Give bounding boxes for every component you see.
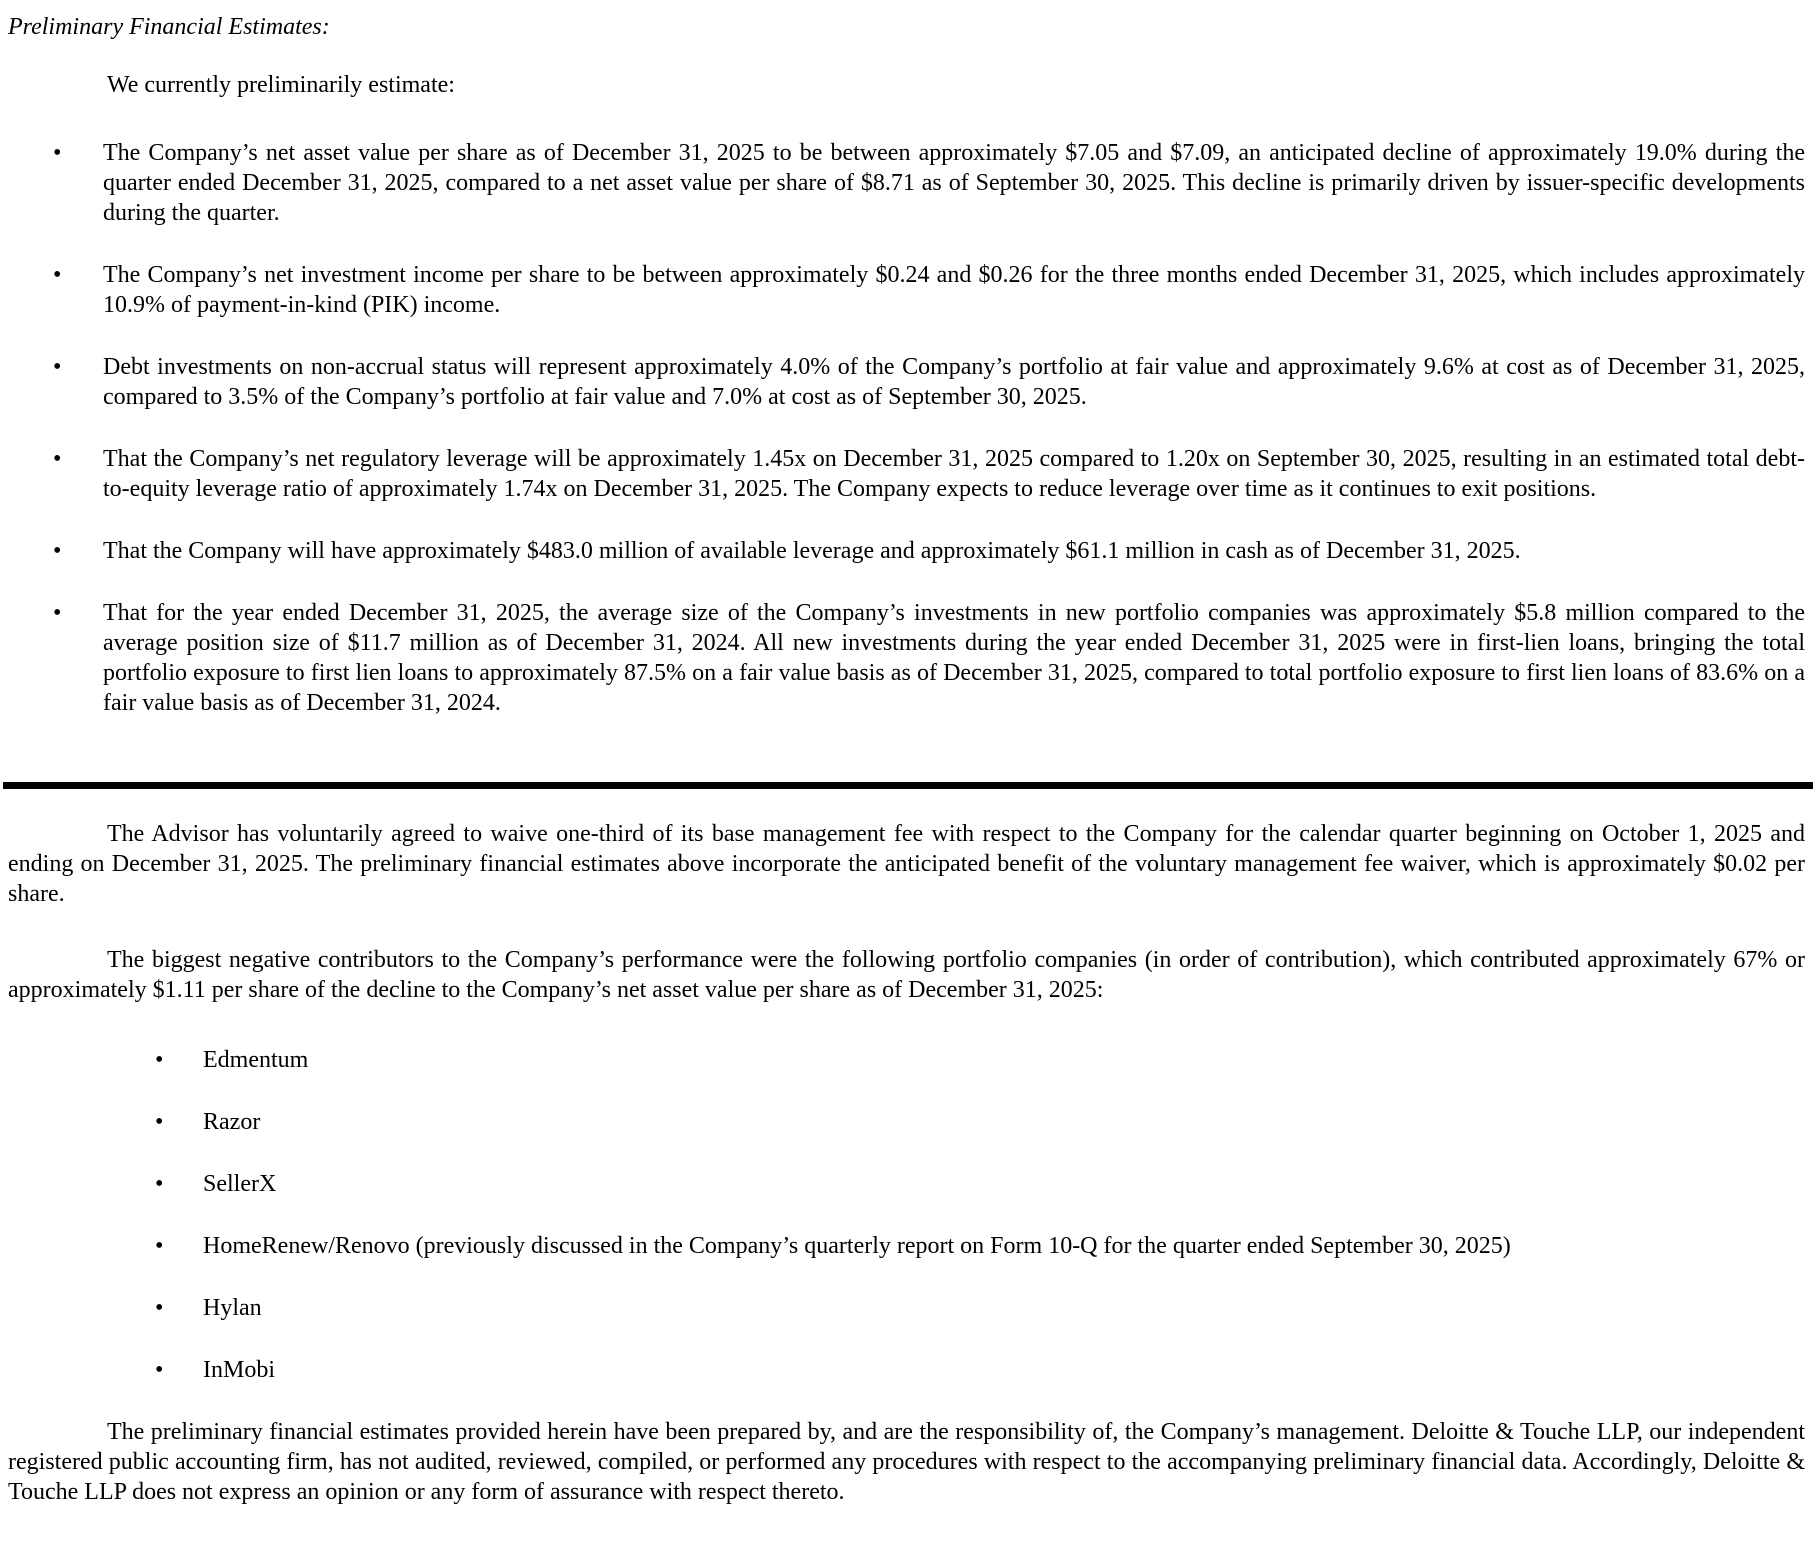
disclaimer-paragraph: The preliminary financial estimates provided herein have been prepared by, and are the responsibility of, the Company’s management. Deloitte & Touche LLP, our independent registered public accounting firm, has not audited, reviewed, compiled, or performed any procedures with respect to the accompanying preliminary financial data. Accordingly, Deloitte & Touche LLP does not express an opinion or any form of assurance with respect thereto. xyxy=(8,1419,1805,1505)
list-item-text: That the Company will have approximately $483.0 million of available leverage and approximately $61.1 million in cash as of December 31, 2025. xyxy=(103,538,1521,564)
list-item xyxy=(8,260,1805,320)
company-name: Edmentum xyxy=(203,1047,309,1073)
bullet-icon: • xyxy=(53,600,62,626)
list-item xyxy=(8,1045,1805,1075)
bullet-icon: • xyxy=(155,1233,164,1259)
company-name: Razor xyxy=(203,1109,261,1135)
list-item xyxy=(8,1169,1805,1199)
list-item xyxy=(8,444,1805,504)
list-item xyxy=(8,598,1805,718)
bullet-icon: • xyxy=(155,1357,164,1383)
company-name: SellerX xyxy=(203,1171,277,1197)
company-name: InMobi xyxy=(203,1357,275,1383)
list-item xyxy=(8,138,1805,228)
bullet-icon: • xyxy=(155,1171,164,1197)
list-item xyxy=(8,1231,1805,1261)
bullet-icon: • xyxy=(155,1295,164,1321)
company-name: Hylan xyxy=(203,1295,262,1321)
section-divider xyxy=(3,782,1813,789)
list-item-text: The Company’s net asset value per share as of December 31, 2025 to be between approximately $7.05 and $7.09, an anticipated decline of approximately 19.0% during the quarter ended December 31, 2025, compared to a net asset value per share of $8.71 as of September 30, 2025. This decline is primarily driven by issuer-specific developments during the quarter. xyxy=(103,140,1805,226)
list-item xyxy=(8,1293,1805,1323)
portfolio-companies-list xyxy=(8,1045,1805,1385)
bullet-icon: • xyxy=(53,140,62,166)
list-item xyxy=(8,1107,1805,1137)
list-item xyxy=(8,1355,1805,1385)
bullet-icon: • xyxy=(53,354,62,380)
section-heading: Preliminary Financial Estimates: xyxy=(8,14,330,40)
estimates-list xyxy=(8,138,1805,718)
list-item xyxy=(8,352,1805,412)
list-item-text: That the Company’s net regulatory leverage will be approximately 1.45x on December 31, 2025 compared to 1.20x on September 30, 2025, resulting in an estimated total debt-to-equity leverage ratio of approximately 1.74x on December 31, 2025. The Company expects to reduce leverage over time as it continues to exit positions. xyxy=(103,446,1805,502)
intro-paragraph: We currently preliminarily estimate: xyxy=(107,72,455,98)
list-item xyxy=(8,536,1805,566)
contributors-paragraph: The biggest negative contributors to the Company’s performance were the following portfolio companies (in order of contribution), which contributed approximately 67% or approximately $1.11 per share of the decline to the Company’s net asset value per share as of December 31, 2025: xyxy=(8,947,1805,1003)
bullet-icon: • xyxy=(155,1047,164,1073)
company-name: HomeRenew/Renovo (previously discussed in the Company’s quarterly report on Form 10-Q for the quarter ended September 30, 2025) xyxy=(203,1233,1511,1259)
advisor-paragraph: The Advisor has voluntarily agreed to waive one-third of its base management fee with respect to the Company for the calendar quarter beginning on October 1, 2025 and ending on December 31, 2025. The preliminary financial estimates above incorporate the anticipated benefit of the voluntary management fee waiver, which is approximately $0.02 per share. xyxy=(8,821,1805,907)
list-item-text: The Company’s net investment income per share to be between approximately $0.24 and $0.26 for the three months ended December 31, 2025, which includes approximately 10.9% of payment-in-kind (PIK) income. xyxy=(103,262,1805,318)
bullet-icon: • xyxy=(53,538,62,564)
bullet-icon: • xyxy=(155,1109,164,1135)
bullet-icon: • xyxy=(53,262,62,288)
bullet-icon: • xyxy=(53,446,62,472)
list-item-text: Debt investments on non-accrual status will represent approximately 4.0% of the Company’s portfolio at fair value and approximately 9.6% at cost as of December 31, 2025, compared to 3.5% of the Company’s portfolio at fair value and 7.0% at cost as of September 30, 2025. xyxy=(103,354,1805,410)
list-item-text: That for the year ended December 31, 2025, the average size of the Company’s investments in new portfolio companies was approximately $5.8 million compared to the average position size of $11.7 million as of December 31, 2024. All new investments during the year ended December 31, 2025 were in first-lien loans, bringing the total portfolio exposure to first lien loans to approximately 87.5% on a fair value basis as of December 31, 2025, compared to total portfolio exposure to first lien loans of 83.6% on a fair value basis as of December 31, 2024. xyxy=(103,600,1805,716)
